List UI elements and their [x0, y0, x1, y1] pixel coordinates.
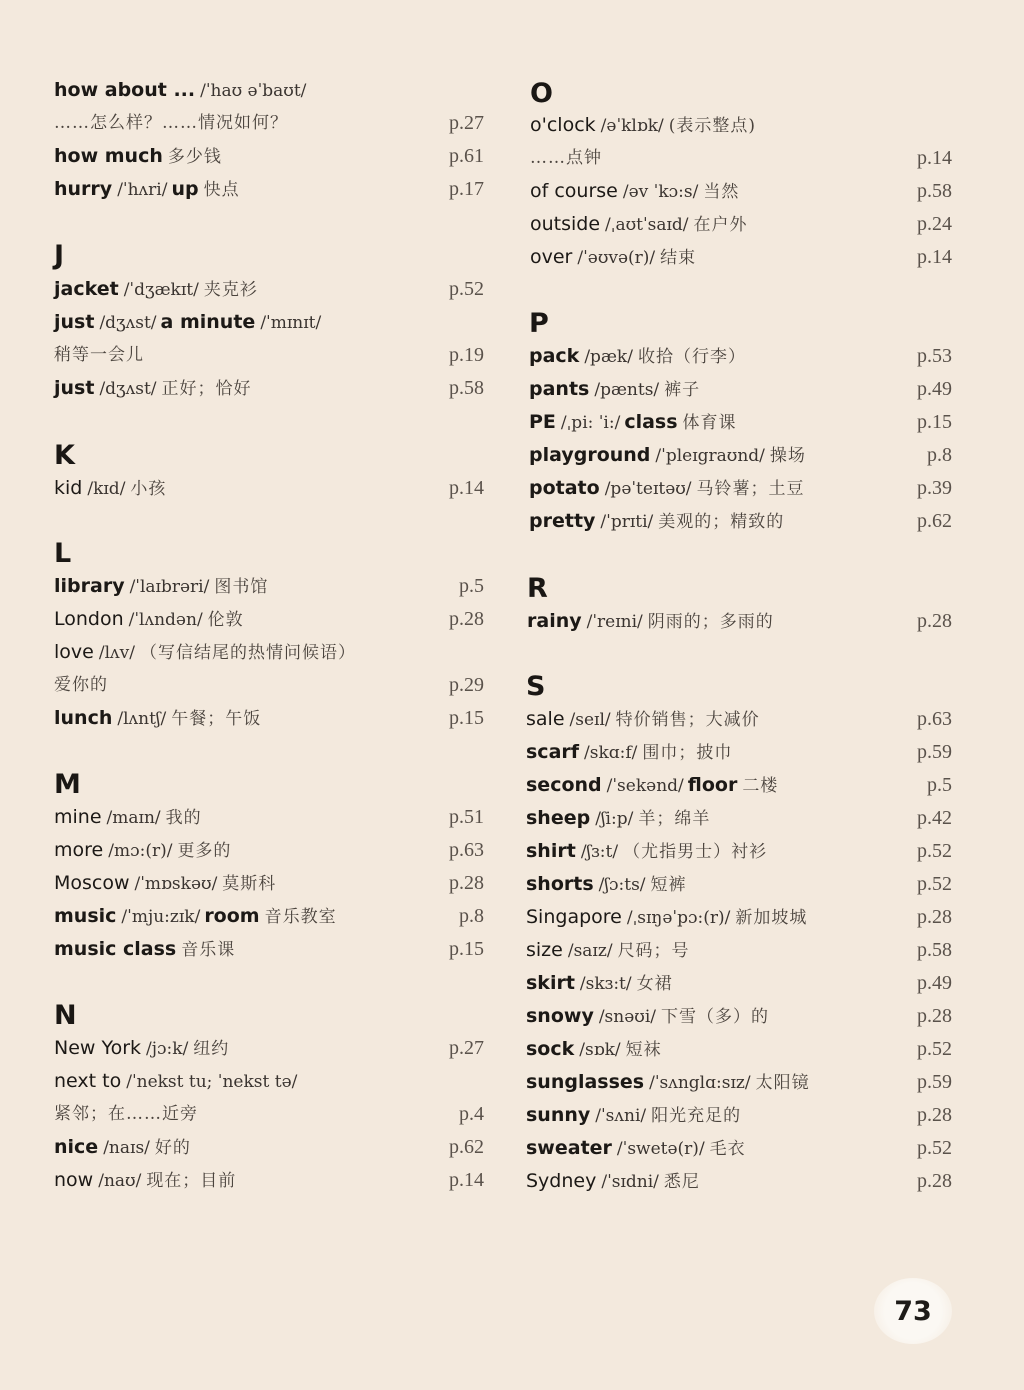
translation: 现在；目前 — [146, 1171, 237, 1191]
translation: 在户外 — [693, 215, 748, 235]
page-ref: p.4 — [459, 1103, 484, 1125]
page-ref: p.63 — [917, 708, 952, 730]
entry-line — [54, 603, 484, 636]
headword: music class — [54, 938, 177, 960]
page-ref: p.14 — [449, 1169, 484, 1191]
phonetic: /kɪd/ — [87, 479, 126, 499]
headword: love — [54, 641, 94, 663]
entry-line — [530, 208, 952, 241]
page-ref: p.28 — [917, 1005, 952, 1027]
phonetic: /ˈmɪnɪt/ — [260, 313, 322, 333]
translation: 女裙 — [636, 974, 673, 994]
headword: Singapore — [526, 906, 622, 928]
entry-line — [54, 801, 484, 834]
phonetic: /ˈsɪdni/ — [601, 1172, 659, 1192]
headword: now — [54, 1169, 94, 1191]
headword: PE — [529, 411, 556, 433]
phonetic: /ˈdʒækɪt/ — [123, 280, 199, 300]
translation: （写信结尾的热情问候语） — [139, 643, 356, 663]
entry-line — [526, 769, 952, 802]
page-ref: p.63 — [449, 839, 484, 861]
entry-line — [530, 142, 952, 175]
translation: 爱你的 — [54, 675, 108, 695]
headword: outside — [530, 213, 601, 235]
entry-line — [529, 406, 952, 439]
page-ref: p.24 — [917, 213, 952, 235]
headword: hurry — [54, 178, 113, 200]
entry-line — [526, 868, 952, 901]
headword: pack — [529, 345, 580, 367]
entry-line — [526, 1033, 952, 1066]
phonetic: /mɔ:(r)/ — [108, 841, 173, 861]
entry-line — [529, 373, 952, 406]
section-letter-r: R — [527, 573, 548, 604]
entry-line — [54, 1065, 484, 1098]
phonetic: /ˈhʌri/ — [117, 180, 168, 200]
translation: 午餐；午饭 — [171, 709, 262, 729]
phonetic: /ˌsɪŋəˈpɔ:(r)/ — [626, 908, 731, 928]
translation: 纽约 — [193, 1039, 230, 1059]
phonetic: /ˈlʌndən/ — [128, 610, 203, 630]
translation: 好的 — [154, 1138, 191, 1158]
phonetic: /ˈsʌni/ — [595, 1106, 647, 1126]
headword: o'clock — [530, 114, 596, 136]
entry-line — [54, 372, 484, 405]
entry-line — [54, 107, 484, 140]
page-ref: p.14 — [917, 246, 952, 268]
translation: 夹克衫 — [203, 280, 258, 300]
page-ref: p.39 — [917, 477, 952, 499]
headword: next to — [54, 1070, 122, 1092]
page-ref: p.28 — [917, 610, 952, 632]
page-ref: p.28 — [449, 608, 484, 630]
page-ref: p.17 — [449, 178, 484, 200]
phonetic: /ˈsʌnglɑ:sɪz/ — [649, 1073, 751, 1093]
headword: pretty — [529, 510, 596, 532]
translation: 更多的 — [177, 841, 232, 861]
phonetic: /ˈreɪni/ — [586, 612, 643, 632]
translation: 围巾；披巾 — [642, 743, 733, 763]
page-ref: p.28 — [917, 1104, 952, 1126]
translation: (表示整点) — [668, 116, 757, 136]
page-ref: p.28 — [917, 1170, 952, 1192]
entry-line — [529, 439, 952, 472]
phonetic: /ʃɜ:t/ — [580, 842, 619, 862]
entry-line — [54, 867, 484, 900]
page-ref: p.15 — [917, 411, 952, 433]
entry-line — [54, 669, 484, 702]
entry-line — [54, 1032, 484, 1065]
headword-part: room — [204, 905, 260, 927]
entry-line — [526, 703, 952, 736]
headword: sweater — [526, 1137, 612, 1159]
translation: 多少钱 — [167, 147, 222, 167]
page-ref: p.52 — [917, 1038, 952, 1060]
page-ref: p.14 — [449, 477, 484, 499]
entry-line — [526, 934, 952, 967]
headword: pants — [529, 378, 590, 400]
page-ref: p.15 — [449, 938, 484, 960]
translation: 音乐课 — [181, 940, 236, 960]
translation: 悉尼 — [663, 1172, 700, 1192]
translation: 新加坡城 — [735, 908, 808, 928]
translation: 二楼 — [742, 776, 779, 796]
entry-line — [526, 1132, 952, 1165]
entry-line — [54, 472, 484, 505]
phonetic: /ʃi:p/ — [595, 809, 634, 829]
headword: library — [54, 575, 125, 597]
entry-line — [54, 834, 484, 867]
phonetic: /ˈnekst tu; ˈnekst tə/ — [126, 1072, 298, 1092]
entry-line — [54, 702, 484, 735]
page-ref: p.51 — [449, 806, 484, 828]
section-letter-j: J — [54, 240, 65, 271]
phonetic: /ˈəʊvə(r)/ — [577, 248, 656, 268]
headword: lunch — [54, 707, 113, 729]
page-ref: p.52 — [449, 278, 484, 300]
page-ref: p.29 — [449, 674, 484, 696]
headword: sock — [526, 1038, 575, 1060]
phonetic: /snəʊi/ — [598, 1007, 656, 1027]
headword: nice — [54, 1136, 99, 1158]
section-letter-p: P — [529, 308, 549, 339]
entry-line — [54, 306, 484, 339]
headword: skirt — [526, 972, 575, 994]
entry-line — [54, 570, 484, 603]
phonetic: /ˈlaɪbrəri/ — [129, 577, 210, 597]
entry-line — [54, 140, 484, 173]
entry-line — [526, 1066, 952, 1099]
headword: shorts — [526, 873, 594, 895]
entry-line — [526, 967, 952, 1000]
section-letter-k: K — [54, 440, 75, 471]
translation: 收拾（行李） — [637, 347, 746, 367]
entry-line — [529, 505, 952, 538]
entry-line — [526, 736, 952, 769]
headword: jacket — [54, 278, 119, 300]
entry-line — [529, 472, 952, 505]
page-ref: p.42 — [917, 807, 952, 829]
headword: potato — [529, 477, 600, 499]
headword: of course — [530, 180, 618, 202]
phonetic: /dʒʌst/ — [99, 313, 157, 333]
headword: New York — [54, 1037, 142, 1059]
entry-line — [530, 175, 952, 208]
entry-line — [54, 173, 484, 206]
phonetic: /əv ˈkɔ:s/ — [622, 182, 699, 202]
phonetic: /saɪz/ — [567, 941, 613, 961]
page-ref: p.59 — [917, 1071, 952, 1093]
entry-line — [54, 74, 484, 107]
headword: sheep — [526, 807, 591, 829]
phonetic: /ˈhaʊ əˈbaʊt/ — [200, 81, 307, 101]
page-ref: p.8 — [927, 444, 952, 466]
translation: ……点钟 — [530, 148, 602, 168]
page-ref: p.62 — [449, 1136, 484, 1158]
translation: ……怎么样？……情况如何？ — [54, 113, 288, 133]
headword: sunny — [526, 1104, 591, 1126]
translation: 毛衣 — [709, 1139, 746, 1159]
translation: 尺码；号 — [617, 941, 690, 961]
translation: 音乐教室 — [264, 907, 337, 927]
page-ref: p.8 — [459, 905, 484, 927]
headword: more — [54, 839, 104, 861]
entry-line — [54, 636, 484, 669]
translation: 体育课 — [682, 413, 737, 433]
page-ref: p.58 — [917, 939, 952, 961]
headword: kid — [54, 477, 83, 499]
translation: 伦敦 — [207, 610, 244, 630]
page-ref: p.49 — [917, 378, 952, 400]
section-letter-n: N — [54, 1000, 77, 1031]
entry-line — [526, 1099, 952, 1132]
entry-line — [526, 1000, 952, 1033]
phonetic: /ˈsekənd/ — [606, 776, 684, 796]
phonetic: /ʃɔ:ts/ — [598, 875, 646, 895]
phonetic: /ˈswetə(r)/ — [616, 1139, 705, 1159]
translation: 操场 — [769, 446, 806, 466]
entry-line — [527, 605, 952, 638]
entry-line — [54, 900, 484, 933]
translation: 马铃薯；土豆 — [696, 479, 805, 499]
page-ref: p.52 — [917, 1137, 952, 1159]
headword: just — [54, 377, 95, 399]
page-ref: p.27 — [449, 1037, 484, 1059]
phonetic: /əˈklɒk/ — [600, 116, 664, 136]
page-ref: p.58 — [917, 180, 952, 202]
page-ref: p.28 — [917, 906, 952, 928]
page-ref: p.5 — [459, 575, 484, 597]
headword: London — [54, 608, 124, 630]
page-ref: p.14 — [917, 147, 952, 169]
entry-line — [529, 340, 952, 373]
translation: 羊；绵羊 — [638, 809, 711, 829]
page-number: 73 — [874, 1278, 952, 1344]
entry-line — [526, 835, 952, 868]
phonetic: /skɜ:t/ — [579, 974, 632, 994]
headword: sunglasses — [526, 1071, 645, 1093]
headword: rainy — [527, 610, 582, 632]
translation: 短袜 — [625, 1040, 662, 1060]
entry-line — [54, 339, 484, 372]
page-ref: p.58 — [449, 377, 484, 399]
translation: 我的 — [165, 808, 202, 828]
phonetic: /lʌv/ — [98, 643, 135, 663]
phonetic: /ˌaʊtˈsaɪd/ — [605, 215, 689, 235]
headword: just — [54, 311, 95, 333]
phonetic: /pæk/ — [584, 347, 633, 367]
headword: playground — [529, 444, 651, 466]
phonetic: /jɔ:k/ — [146, 1039, 189, 1059]
entry-line — [526, 901, 952, 934]
phonetic: /seɪl/ — [569, 710, 611, 730]
headword: size — [526, 939, 563, 961]
page-ref: p.52 — [917, 840, 952, 862]
translation: 小孩 — [130, 479, 167, 499]
entry-line — [530, 241, 952, 274]
headword: snowy — [526, 1005, 594, 1027]
translation: 莫斯科 — [222, 874, 277, 894]
translation: 下雪（多）的 — [661, 1007, 769, 1027]
phonetic: /naʊ/ — [98, 1171, 142, 1191]
page-ref: p.19 — [449, 344, 484, 366]
page-ref: p.27 — [449, 112, 484, 134]
phonetic: /ˈmju:zɪk/ — [121, 907, 201, 927]
headword: sale — [526, 708, 565, 730]
translation: 阴雨的；多雨的 — [647, 612, 774, 632]
section-letter-m: M — [54, 769, 81, 800]
translation: 结束 — [660, 248, 697, 268]
page-ref: p.28 — [449, 872, 484, 894]
phonetic: /lʌntʃ/ — [117, 709, 167, 729]
page-ref: p.15 — [449, 707, 484, 729]
phonetic: /pænts/ — [594, 380, 660, 400]
headword-part: floor — [687, 774, 738, 796]
headword-part: class — [624, 411, 678, 433]
entry-line — [530, 109, 952, 142]
entry-line — [54, 1131, 484, 1164]
phonetic: /ˌpi: ˈi:/ — [560, 413, 621, 433]
entry-line — [54, 1164, 484, 1197]
page-ref: p.52 — [917, 873, 952, 895]
phonetic: /pəˈteɪtəʊ/ — [604, 479, 692, 499]
phonetic: /skɑ:f/ — [584, 743, 638, 763]
page-ref: p.62 — [917, 510, 952, 532]
headword: second — [526, 774, 602, 796]
phonetic: /sɒk/ — [579, 1040, 621, 1060]
page-ref: p.53 — [917, 345, 952, 367]
headword: how about ... — [54, 79, 196, 101]
phonetic: /maɪn/ — [106, 808, 161, 828]
headword: how much — [54, 145, 163, 167]
translation: 裤子 — [664, 380, 701, 400]
entry-line — [54, 1098, 484, 1131]
section-letter-o: O — [530, 78, 553, 109]
page-ref: p.49 — [917, 972, 952, 994]
phonetic: /ˈpleɪgraʊnd/ — [655, 446, 765, 466]
headword: scarf — [526, 741, 580, 763]
translation: 快点 — [203, 180, 240, 200]
entry-line — [54, 273, 484, 306]
translation: 美观的；精致的 — [658, 512, 785, 532]
translation: 图书馆 — [214, 577, 269, 597]
headword-part: a minute — [160, 311, 256, 333]
translation: 正好；恰好 — [161, 379, 252, 399]
headword: music — [54, 905, 117, 927]
page-ref: p.5 — [927, 774, 952, 796]
translation: 当然 — [703, 182, 740, 202]
phonetic: /ˈprɪti/ — [600, 512, 654, 532]
headword: Sydney — [526, 1170, 597, 1192]
entry-line — [526, 1165, 952, 1198]
page-ref: p.59 — [917, 741, 952, 763]
phonetic: /naɪs/ — [103, 1138, 150, 1158]
section-letter-l: L — [54, 538, 72, 569]
translation: 阳光充足的 — [651, 1106, 742, 1126]
entry-line — [54, 933, 484, 966]
translation: 短裤 — [650, 875, 687, 895]
page-ref: p.61 — [449, 145, 484, 167]
translation: 特价销售；大减价 — [615, 710, 760, 730]
translation: 紧邻；在……近旁 — [54, 1104, 198, 1124]
translation: 太阳镜 — [755, 1073, 810, 1093]
headword: shirt — [526, 840, 576, 862]
headword: over — [530, 246, 573, 268]
phonetic: /dʒʌst/ — [99, 379, 157, 399]
headword-part: up — [171, 178, 199, 200]
headword: mine — [54, 806, 102, 828]
phonetic: /ˈmɒskəʊ/ — [134, 874, 218, 894]
entry-line — [526, 802, 952, 835]
section-letter-s: S — [526, 671, 546, 702]
translation: （尤指男士）衬衫 — [623, 842, 768, 862]
headword: Moscow — [54, 872, 130, 894]
translation: 稍等一会儿 — [54, 345, 144, 365]
